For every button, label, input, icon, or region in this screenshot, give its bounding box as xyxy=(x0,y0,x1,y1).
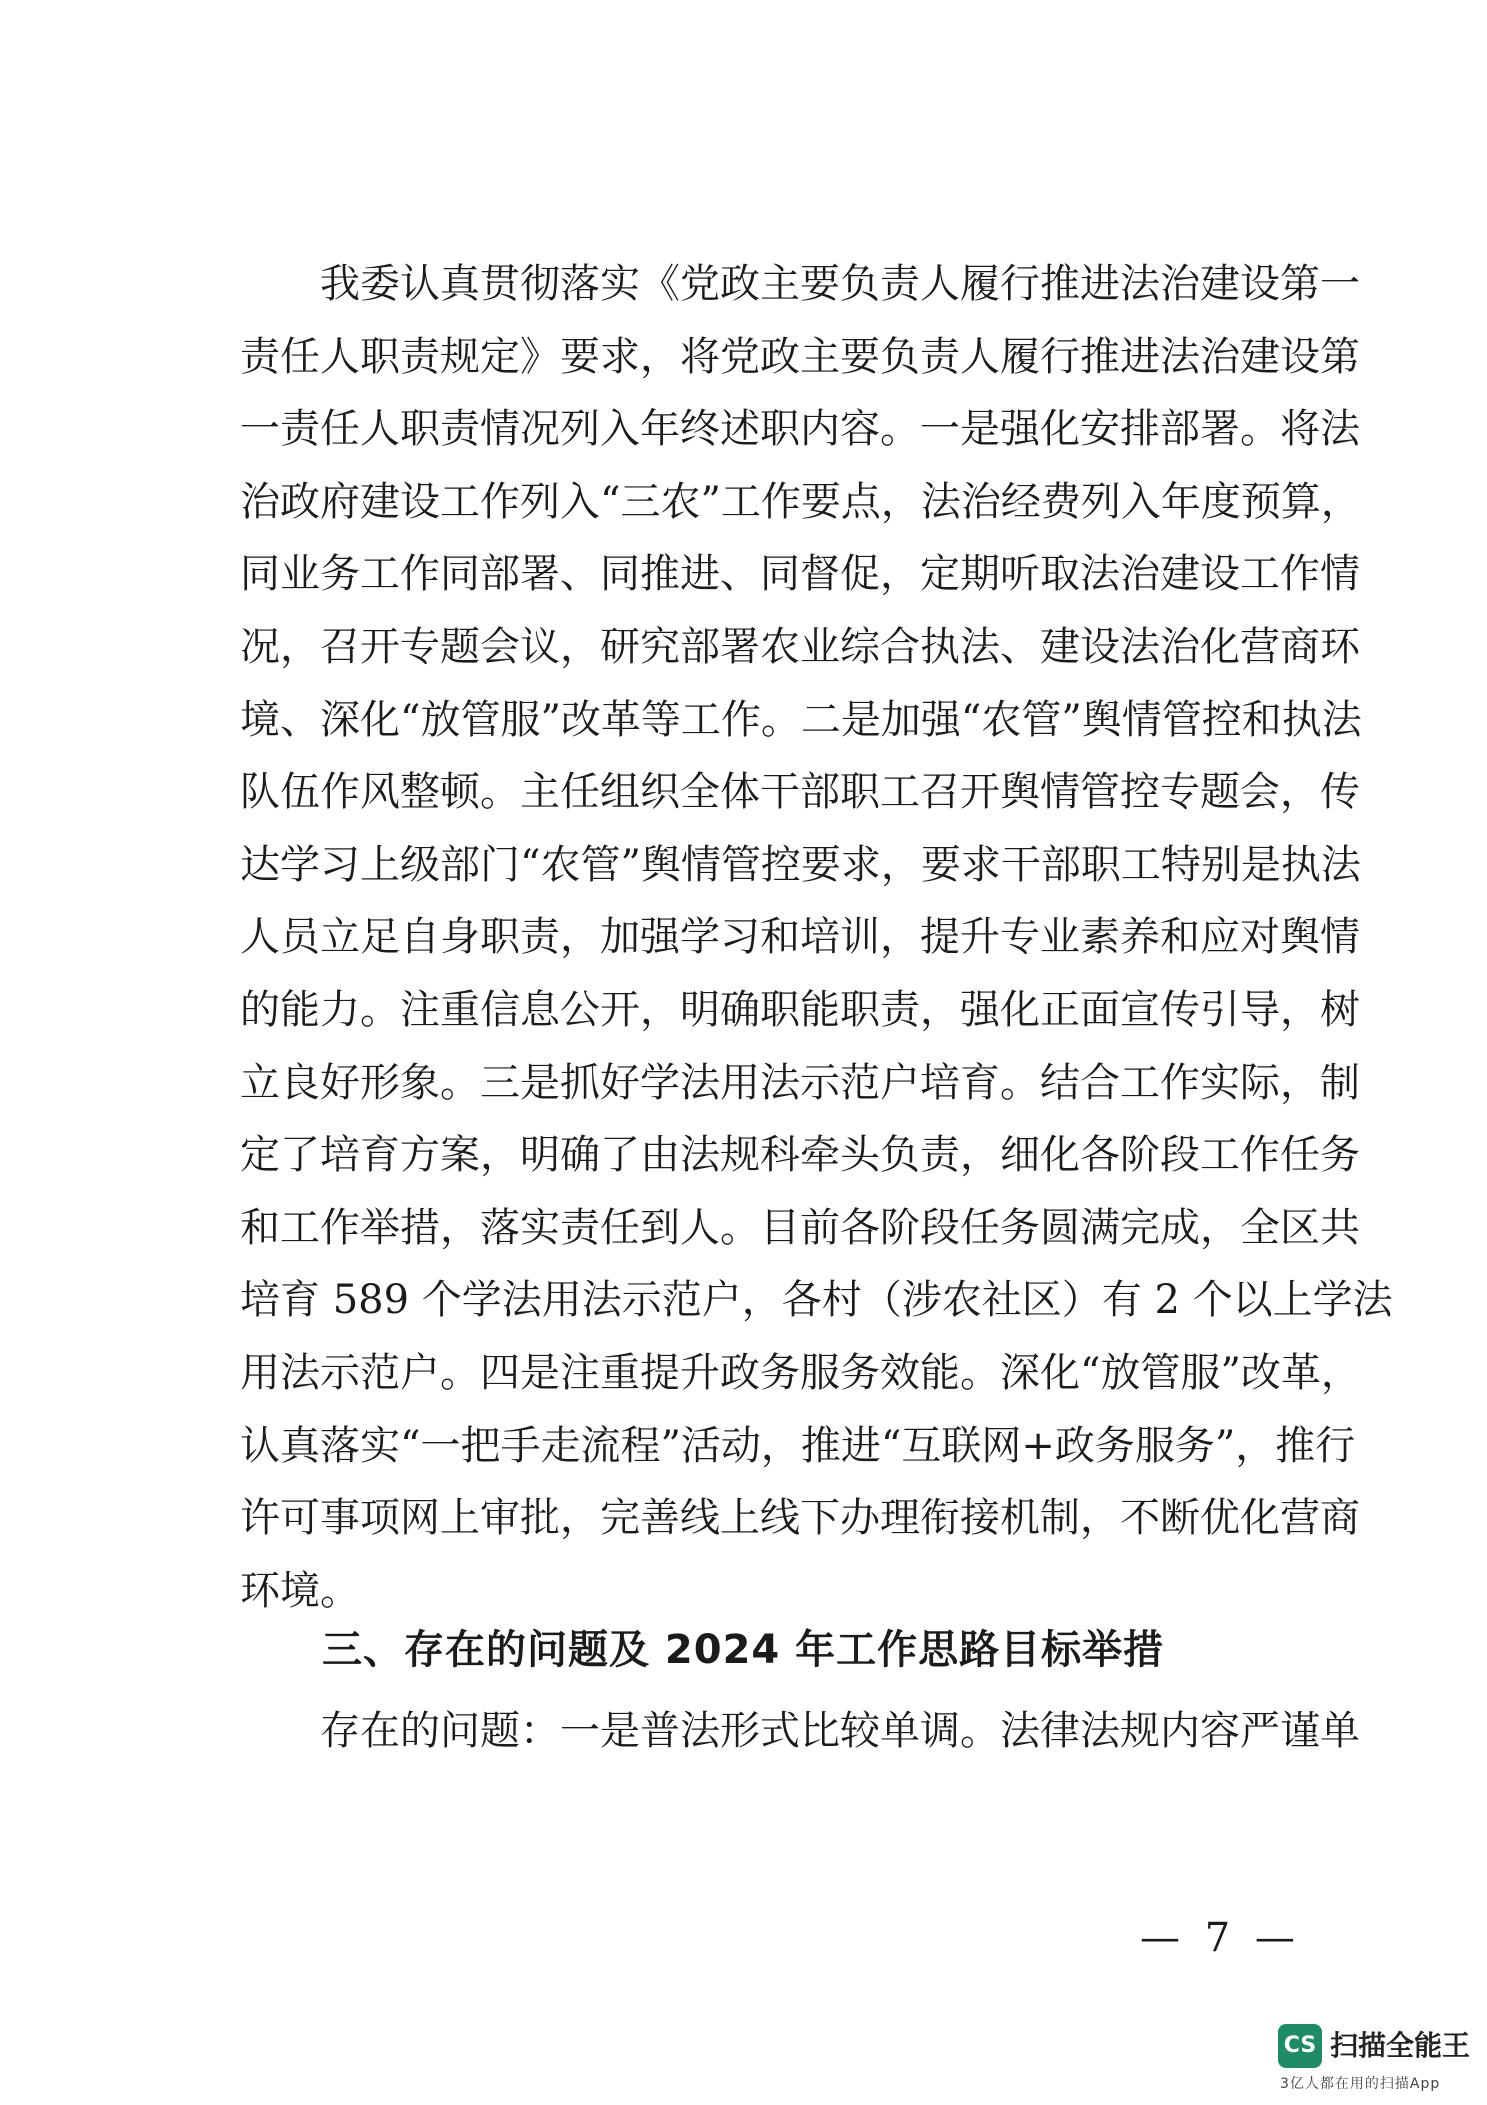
text-line: 认真落实“一把手走流程”活动，推进“互联网+政务服务”，推行 xyxy=(240,1422,1356,1469)
text-line: 同业务工作同部署、同推进、同督促，定期听取法治建设工作情 xyxy=(240,551,1360,598)
text-line: 用法示范户。四是注重提升政务服务效能。深化“放管服”改革， xyxy=(240,1349,1361,1396)
text-line: 一责任人职责情况列入年终述职内容。一是强化安排部署。将法 xyxy=(240,406,1360,453)
text-line: 境、深化“放管服”改革等工作。二是加强“农管”舆情管控和执法 xyxy=(240,696,1362,743)
camscanner-logo-icon: CS xyxy=(1278,2024,1322,2068)
text-line: 和工作举措，落实责任到人。目前各阶段任务圆满完成，全区共 xyxy=(240,1204,1360,1251)
text-line: 队伍作风整顿。主任组织全体干部职工召开舆情管控专题会，传 xyxy=(240,769,1360,816)
text-line: 培育 589 个学法用法示范户，各村（涉农社区）有 2 个以上学法 xyxy=(240,1277,1393,1324)
text-line: 存在的问题：一是普法形式比较单调。法律法规内容严谨单 xyxy=(320,1708,1360,1754)
watermark-name: 扫描全能王 xyxy=(1330,2029,1471,2062)
text-line: 定了培育方案，明确了由法规科牵头负责，细化各阶段工作任务 xyxy=(240,1132,1360,1179)
text-line: 治政府建设工作列入“三农”工作要点，法治经费列入年度预算， xyxy=(240,478,1361,525)
section-heading: 三、存在的问题及 2024 年工作思路目标举措 xyxy=(322,1627,1165,1673)
text-line: 况，召开专题会议，研究部署农业综合执法、建设法治化营商环 xyxy=(240,623,1360,670)
paragraph-2 xyxy=(240,1695,1360,1768)
watermark-tagline: 3亿人都在用的扫描App xyxy=(1280,2076,1441,2092)
text-line: 人员立足自身职责，加强学习和培训，提升专业素养和应对舆情 xyxy=(240,914,1360,961)
text-line: 达学习上级部门“农管”舆情管控要求，要求干部职工特别是执法 xyxy=(240,841,1361,888)
text-line: 我委认真贯彻落实《党政主要负责人履行推进法治建设第一 xyxy=(320,261,1360,307)
text-line: 环境。 xyxy=(240,1567,360,1614)
text-line: 许可事项网上审批，完善线上线下办理衔接机制，不断优化营商 xyxy=(240,1495,1360,1542)
text-line: 立良好形象。三是抓好学法用法示范户培育。结合工作实际，制 xyxy=(240,1059,1360,1106)
page-number: — 7 — xyxy=(1140,1915,1301,1961)
text-line: 的能力。注重信息公开，明确职能职责，强化正面宣传引导，树 xyxy=(240,986,1360,1033)
paragraph-1 xyxy=(240,248,1393,1627)
text-line: 责任人职责规定》要求，将党政主要负责人履行推进法治建设第 xyxy=(240,333,1360,380)
scanner-watermark xyxy=(1278,2024,1478,2100)
